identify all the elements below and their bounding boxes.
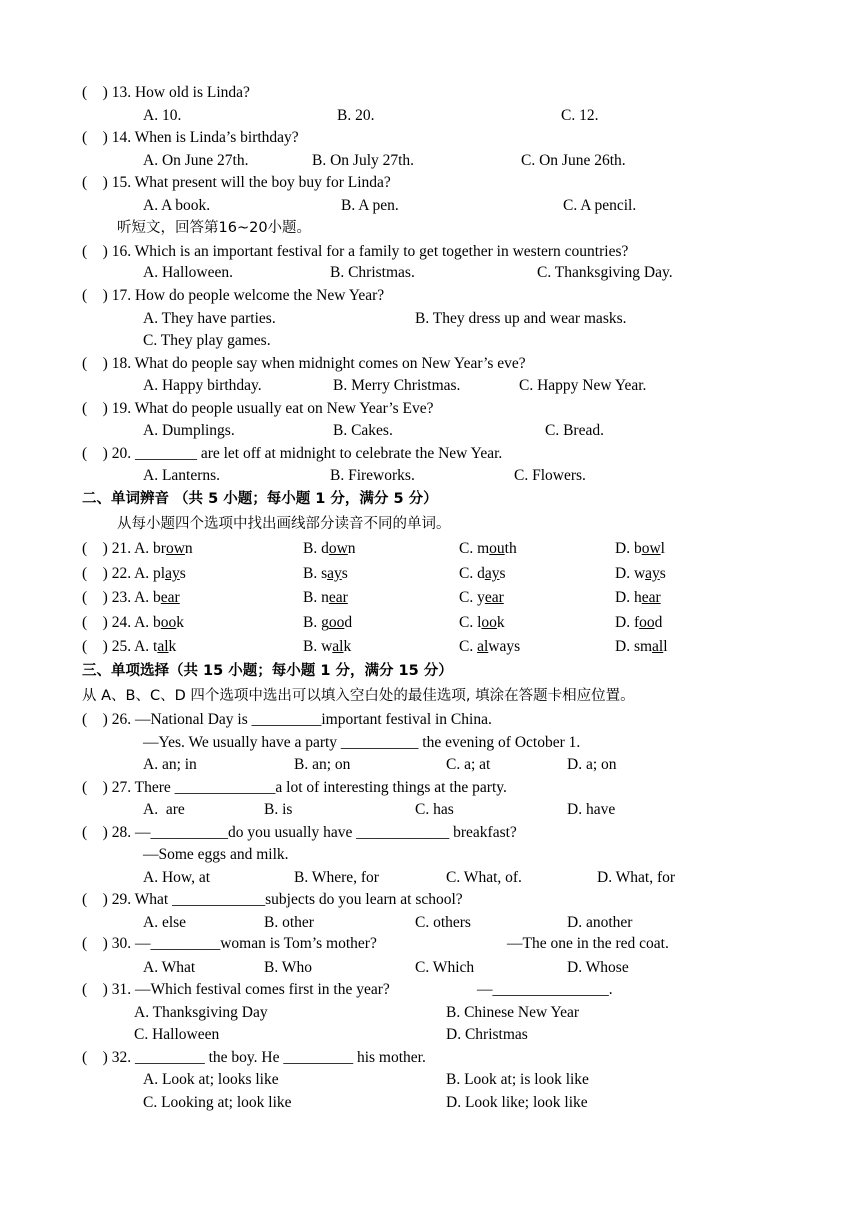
option-text: D. w	[615, 565, 646, 582]
exam-text-line: B. A pen.	[341, 197, 399, 214]
exam-text-line: C. On June 26th.	[521, 152, 626, 169]
exam-text-line: ( ) 29. What ____________subjects do you learn at school?	[82, 891, 463, 908]
option-text-rest: k	[176, 614, 185, 631]
underlined-letters: ear	[641, 589, 661, 606]
option-text: ( ) 22. A. pl	[82, 565, 166, 582]
exam-text-line	[615, 564, 666, 584]
underlined-letters: oo	[639, 614, 655, 631]
underlined-letters: ear	[484, 589, 504, 606]
exam-text-line	[82, 588, 180, 608]
exam-text-line: C. Flowers.	[514, 467, 586, 484]
exam-text-line: D. Look like; look like	[446, 1094, 588, 1111]
exam-text-line: C. has	[415, 801, 454, 818]
exam-text-line: ( ) 31. —Which festival comes first in the year?	[82, 981, 390, 998]
exam-text-line: 从每小题四个选项中找出画线部分读音不同的单词。	[117, 516, 451, 532]
underlined-letters: ow	[165, 540, 185, 557]
option-text-rest: l	[663, 638, 668, 655]
option-text-rest: d	[344, 614, 353, 631]
exam-text-line	[615, 637, 668, 657]
underlined-letters: oo	[328, 614, 345, 631]
exam-text-line	[459, 637, 520, 657]
exam-text-line: A. What	[143, 959, 196, 976]
exam-text-line: A. On June 27th.	[143, 152, 249, 169]
exam-text-line: C. Bread.	[545, 422, 604, 439]
option-text-rest: k	[168, 638, 177, 655]
underlined-letters: al	[157, 638, 169, 655]
underlined-letters: ay	[327, 565, 342, 582]
exam-text-line: ( ) 14. When is Linda’s birthday?	[82, 129, 299, 146]
exam-text-line: A. Lanterns.	[143, 467, 221, 484]
exam-text-line: C. Which	[415, 959, 475, 976]
exam-text-line: A. They have parties.	[143, 310, 276, 327]
exam-text-line: D. have	[567, 801, 616, 818]
exam-text-line: B. Who	[264, 959, 312, 976]
exam-text-line: 听短文，回答第16~20小题。	[117, 220, 312, 236]
underlined-letters: ay	[484, 565, 500, 582]
exam-text-line: B. Christmas.	[330, 264, 415, 281]
option-text: ( ) 24. A. b	[82, 614, 161, 631]
exam-text-line: ( ) 13. How old is Linda?	[82, 84, 250, 101]
option-text: B. g	[303, 614, 329, 631]
exam-text-line	[82, 613, 184, 633]
exam-text-line: C. Halloween	[134, 1026, 220, 1043]
exam-text-line	[303, 613, 352, 633]
underlined-letters: ow	[328, 540, 348, 557]
exam-text-line	[459, 588, 504, 608]
option-text: ( ) 23. A. b	[82, 589, 161, 606]
exam-text-line	[82, 637, 176, 657]
exam-text-line	[459, 539, 517, 559]
exam-text-line: B. Merry Christmas.	[333, 377, 461, 394]
underlined-letters: ay	[645, 565, 660, 582]
exam-text-line: A. Thanksgiving Day	[134, 1004, 268, 1021]
exam-text-line: B. They dress up and wear masks.	[415, 310, 627, 327]
exam-text-line	[459, 613, 505, 633]
option-text: D. f	[615, 614, 640, 631]
exam-text-line: C. Thanksgiving Day.	[537, 264, 673, 281]
exam-text-line: D. Whose	[567, 959, 629, 976]
exam-text-line: ( ) 19. What do people usually eat on New Year’s Eve?	[82, 400, 434, 417]
underlined-letters: oo	[160, 614, 177, 631]
underlined-letters: oo	[481, 614, 497, 631]
exam-text-line: —Some eggs and milk.	[143, 846, 289, 863]
exam-text-line: A. A book.	[143, 197, 211, 214]
exam-text-line: C. What, of.	[446, 869, 522, 886]
exam-text-line: 从 A、B、C、D 四个选项中选出可以填入空白处的最佳选项, 填涂在答题卡相应位置。	[82, 688, 635, 704]
exam-text-line: ( ) 30. —_________woman is Tom’s mother?	[82, 935, 377, 952]
exam-text-line: B. an; on	[294, 756, 351, 773]
option-text: D. h	[615, 589, 642, 606]
underlined-letters: ou	[489, 540, 505, 557]
option-text-rest: th	[504, 540, 517, 557]
exam-text-line: ( ) 16. Which is an important festival for a family to get together in western countries?	[82, 243, 629, 260]
exam-text-line: A. Happy birthday.	[143, 377, 262, 394]
exam-text-line	[303, 637, 351, 657]
option-text-rest: n	[184, 540, 193, 557]
option-text-rest: l	[660, 540, 665, 557]
exam-text-line: C. 12.	[561, 107, 599, 124]
exam-text-line: 二、单词辨音 （共 5 小题；每小题 1 分，满分 5 分）	[82, 491, 438, 507]
exam-text-line: A. else	[143, 914, 187, 931]
exam-text-line: ( ) 28. —__________do you usually have ____________ breakfast?	[82, 824, 517, 841]
underlined-letters: ow	[641, 540, 661, 557]
underlined-letters: al	[477, 638, 489, 655]
underlined-letters: ear	[160, 589, 180, 606]
option-text-rest: s	[341, 565, 348, 582]
exam-text-line: B. Chinese New Year	[446, 1004, 580, 1021]
exam-text-line: ( ) 18. What do people say when midnight comes on New Year’s eve?	[82, 355, 526, 372]
exam-text-line: C. Happy New Year.	[519, 377, 647, 394]
exam-text-line: A. Look at; looks like	[143, 1071, 279, 1088]
exam-text-line: B. Where, for	[294, 869, 379, 886]
option-text-rest: s	[499, 565, 506, 582]
option-text: ( ) 21. A. br	[82, 540, 166, 557]
exam-text-line	[303, 564, 348, 584]
exam-text-line: ( ) 20. ________ are let off at midnight to celebrate the New Year.	[82, 445, 503, 462]
option-text: B. s	[303, 565, 328, 582]
underlined-letters: ay	[165, 565, 180, 582]
exam-text-line	[615, 588, 661, 608]
exam-text-line: C. a; at	[446, 756, 491, 773]
exam-text-line: B. 20.	[337, 107, 375, 124]
option-text: ( ) 25. A. t	[82, 638, 158, 655]
option-text-rest: n	[347, 540, 356, 557]
exam-text-line: A. an; in	[143, 756, 197, 773]
option-text-rest: s	[659, 565, 666, 582]
exam-text-line: —_______________.	[477, 981, 613, 998]
exam-text-line: C. A pencil.	[563, 197, 637, 214]
option-text: C.	[459, 638, 478, 655]
option-text-rest: d	[654, 614, 663, 631]
option-text-rest: ways	[488, 638, 521, 655]
exam-text-line: ( ) 27. There _____________a lot of interesting things at the party.	[82, 779, 507, 796]
option-text: D. b	[615, 540, 642, 557]
exam-text-line: B. is	[264, 801, 293, 818]
underlined-letters: ear	[328, 589, 348, 606]
option-text-rest: s	[179, 565, 186, 582]
option-text-rest: k	[343, 638, 352, 655]
exam-text-line: ( ) 26. —National Day is _________important festival in China.	[82, 711, 492, 728]
exam-text-line	[303, 588, 348, 608]
exam-text-line: A. are	[143, 801, 185, 818]
underlined-letters: al	[652, 638, 664, 655]
option-text: D. sm	[615, 638, 653, 655]
exam-text-line: D. a; on	[567, 756, 617, 773]
exam-text-line: D. What, for	[597, 869, 676, 886]
option-text: C. l	[459, 614, 482, 631]
exam-text-line: C. Looking at; look like	[143, 1094, 292, 1111]
option-text-rest: k	[496, 614, 505, 631]
exam-text-line: D. another	[567, 914, 633, 931]
exam-text-line: A. Dumplings.	[143, 422, 235, 439]
exam-text-line: B. On July 27th.	[312, 152, 415, 169]
exam-text-line: A. Halloween.	[143, 264, 233, 281]
option-text: B. n	[303, 589, 329, 606]
exam-text-line: 三、单项选择（共 15 小题；每小题 1 分，满分 15 分）	[82, 663, 453, 679]
underlined-letters: al	[332, 638, 344, 655]
exam-text-line: B. Cakes.	[333, 422, 393, 439]
exam-text-line	[303, 539, 356, 559]
option-text: C. y	[459, 589, 485, 606]
exam-text-line	[82, 539, 193, 559]
exam-text-line: D. Christmas	[446, 1026, 528, 1043]
option-text: C. d	[459, 565, 485, 582]
exam-text-line	[615, 613, 662, 633]
exam-text-line: B. Look at; is look like	[446, 1071, 589, 1088]
exam-text-line: —The one in the red coat.	[507, 935, 669, 952]
option-text: C. m	[459, 540, 490, 557]
exam-text-line: B. other	[264, 914, 314, 931]
exam-text-line: C. They play games.	[143, 332, 271, 349]
exam-text-line: ( ) 32. _________ the boy. He _________ his mother.	[82, 1049, 426, 1066]
exam-text-line: ( ) 15. What present will the boy buy for Linda?	[82, 174, 391, 191]
exam-text-line: C. others	[415, 914, 471, 931]
option-text: B. w	[303, 638, 333, 655]
exam-text-line	[615, 539, 665, 559]
exam-text-line: —Yes. We usually have a party __________ the evening of October 1.	[143, 734, 581, 751]
exam-text-line	[459, 564, 506, 584]
exam-text-line: A. How, at	[143, 869, 211, 886]
exam-text-line: A. 10.	[143, 107, 182, 124]
exam-text-line: B. Fireworks.	[330, 467, 415, 484]
exam-text-line	[82, 564, 186, 584]
option-text: B. d	[303, 540, 329, 557]
exam-text-line: ( ) 17. How do people welcome the New Year?	[82, 287, 385, 304]
